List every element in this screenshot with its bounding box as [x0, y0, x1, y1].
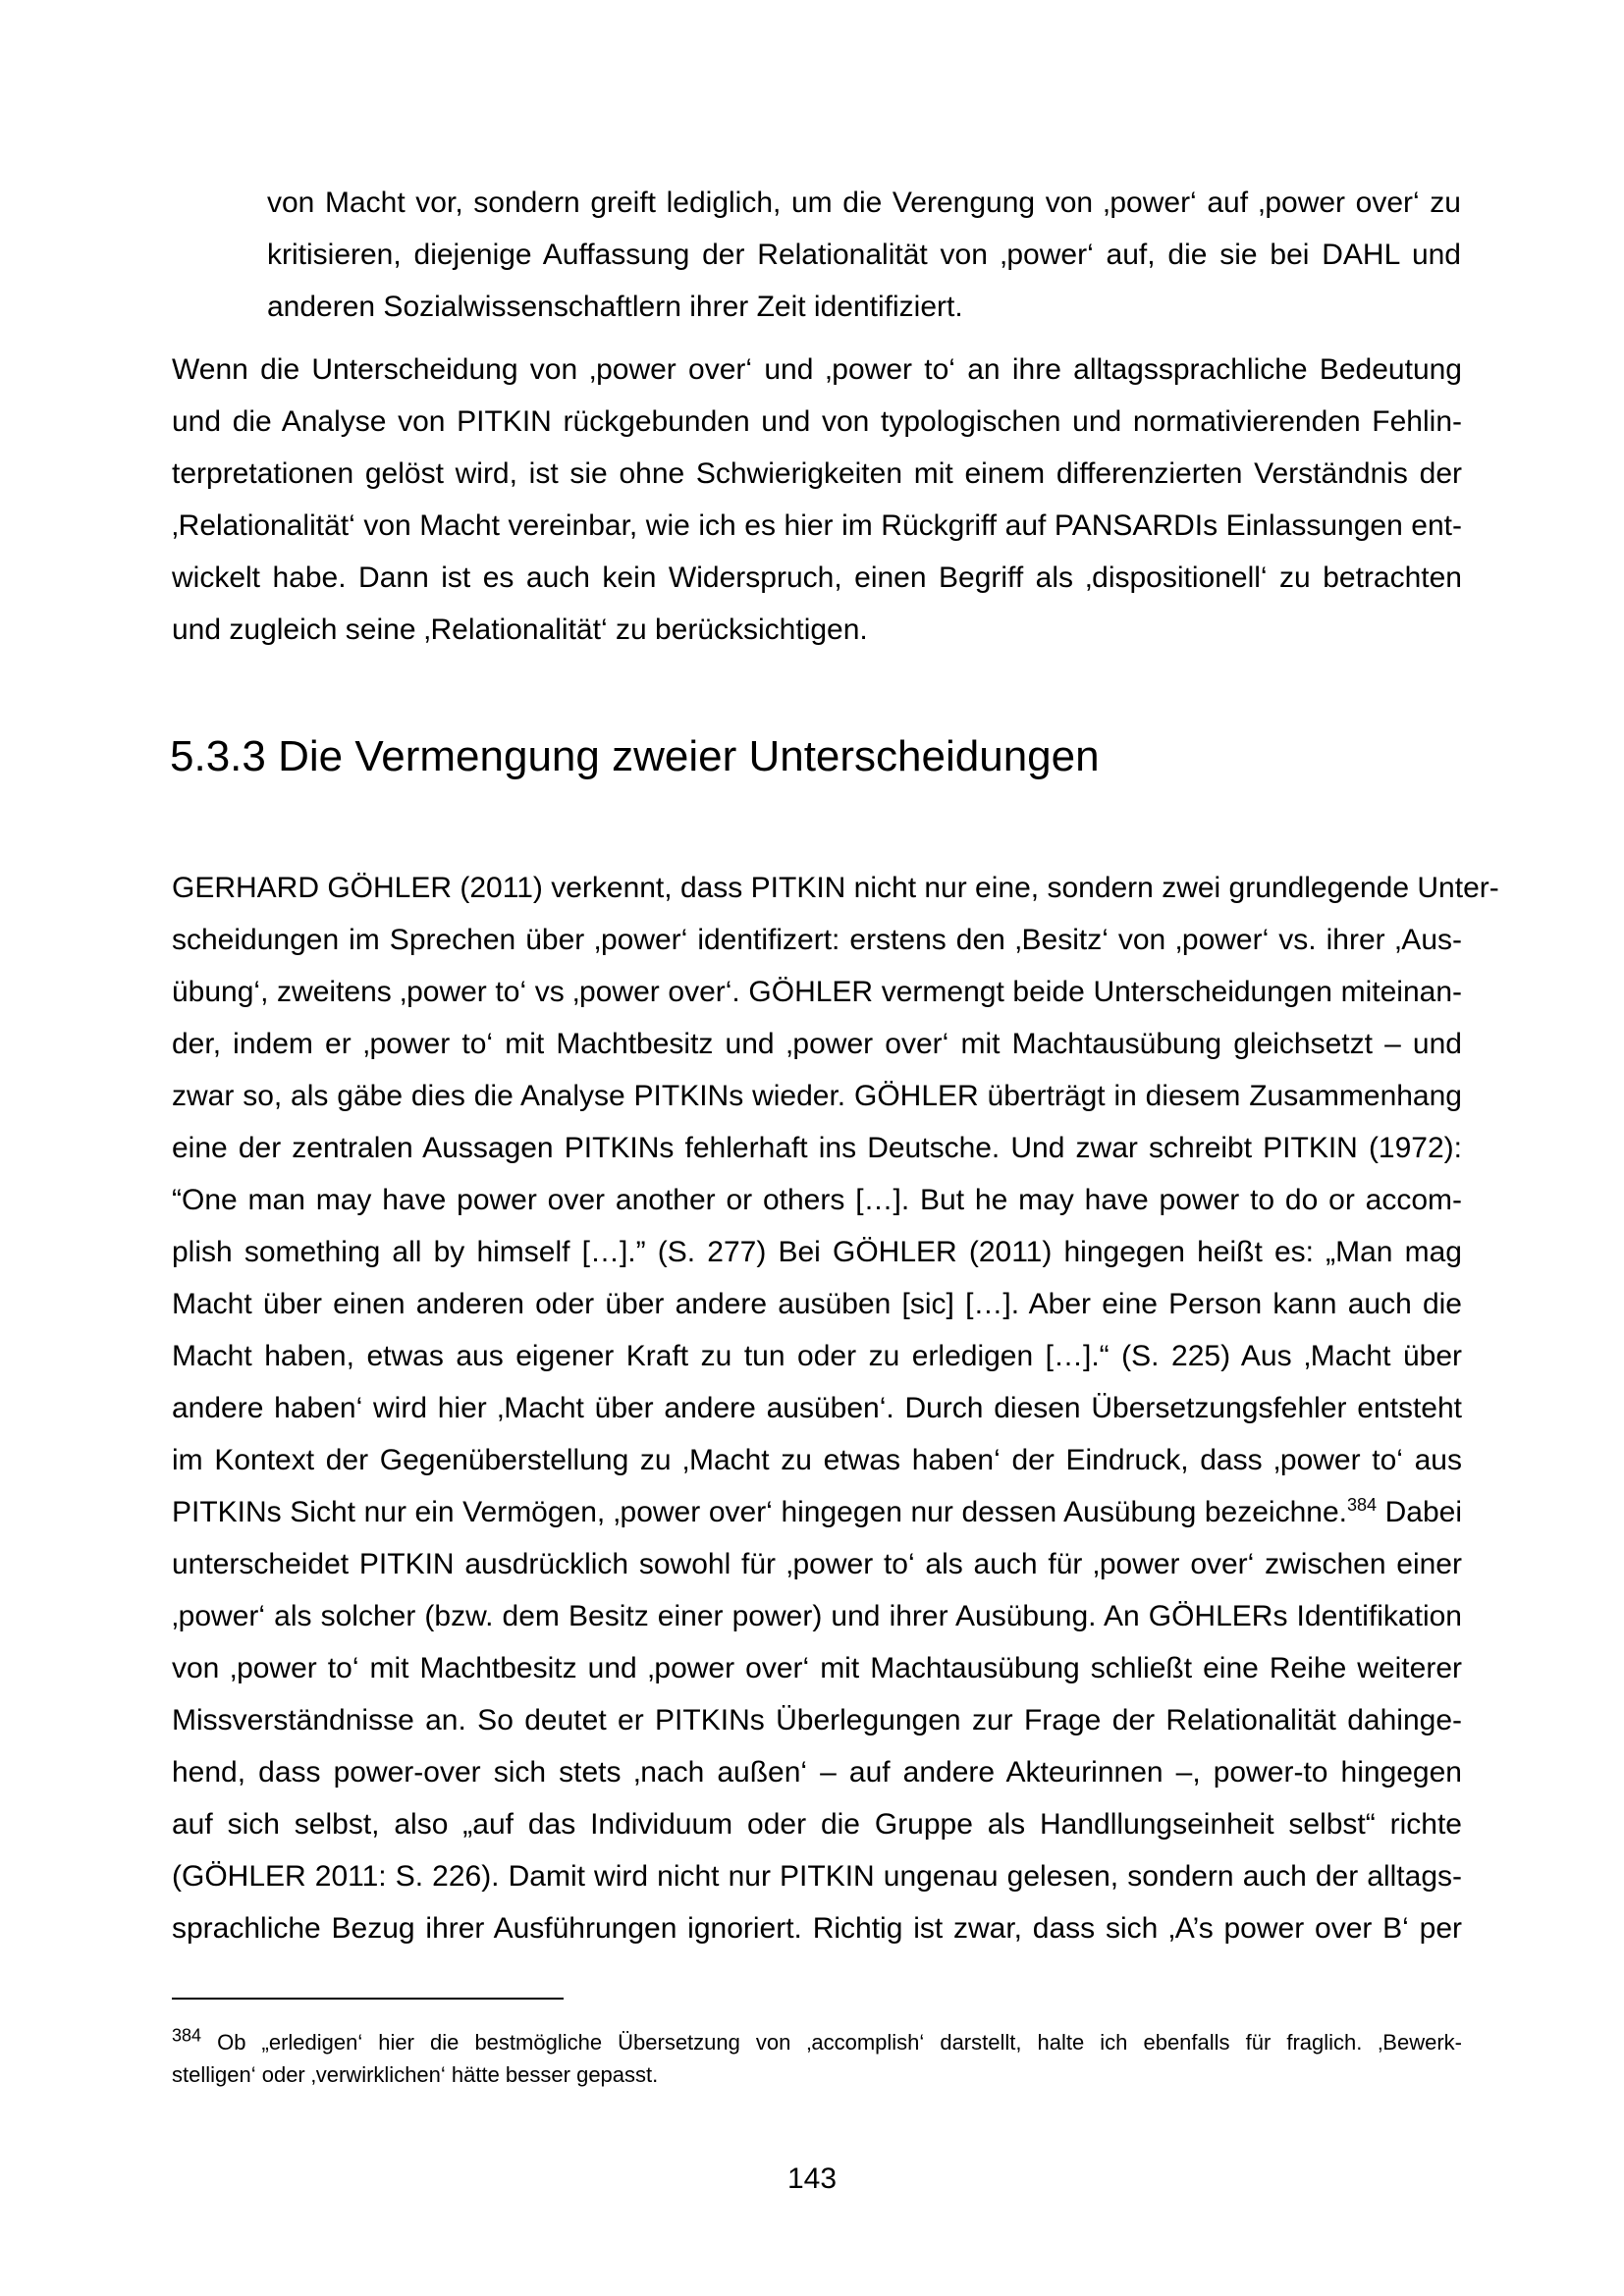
- text-line: eine der zentralen Aussagen PITKINs fehlerhaft ins Deutsche. Und zwar schreibt PITKIN (1972):: [172, 1132, 1462, 1164]
- text-segment: PITKINs Sicht nur ein Vermögen, ‚power over‘ hingegen nur dessen Ausübung bezeichne.: [172, 1496, 1347, 1528]
- text-line: “One man may have power over another or others […]. But he may have power to do or accom-: [172, 1184, 1462, 1216]
- text-line: Macht über einen anderen oder über andere ausüben [sic] […]. Aber eine Person kann auch die: [172, 1288, 1462, 1320]
- text-line: auf sich selbst, also „auf das Individuum oder die Gruppe als Handllungseinheit selbst“ richte: [172, 1808, 1462, 1841]
- paragraph-2: [172, 862, 1499, 1954]
- text-line: unterscheidet PITKIN ausdrücklich sowohl für ‚power to‘ als auch für ‚power over‘ zwischen einer: [172, 1548, 1462, 1580]
- text-line: Wenn die Unterscheidung von ‚power over‘ und ‚power to‘ an ihre alltagssprachliche Bedeutung: [172, 353, 1462, 386]
- text-line: hend, dass power-over sich stets ‚nach außen‘ – auf andere Akteurinnen –, power-to hingegen: [172, 1756, 1462, 1789]
- text-line: und die Analyse von PITKIN rückgebunden und von typologischen und normativierenden Fehlin-: [172, 405, 1462, 438]
- text-line: scheidungen im Sprechen über ‚power‘ identifizert: erstens den ‚Besitz‘ von ‚power‘ vs. ihrer ‚Aus-: [172, 924, 1462, 956]
- text-line: GERHARD GÖHLER (2011) verkennt, dass PITKIN nicht nur eine, sondern zwei grundlegende Unter-: [172, 872, 1499, 904]
- footnote-line: [172, 2026, 1462, 2058]
- footnote-line: stelligen‘ oder ‚verwirklichen‘ hätte besser gepasst.: [172, 2062, 659, 2087]
- text-line: wickelt habe. Dann ist es auch kein Widerspruch, einen Begriff als ‚dispositionell‘ zu betrachten: [172, 561, 1462, 594]
- footnote-separator: [172, 1998, 564, 2000]
- text-line: kritisieren, diejenige Auffassung der Relationalität von ‚power‘ auf, die sie bei DAHL und: [267, 239, 1461, 271]
- block-quote: [267, 177, 1461, 333]
- text-line: terpretationen gelöst wird, ist sie ohne Schwierigkeiten mit einem differenzierten Verständnis der: [172, 457, 1462, 490]
- text-line: anderen Sozialwissenschaftlern ihrer Zeit identifiziert.: [267, 291, 963, 323]
- footnote-text: Ob „erledigen‘ hier die bestmögliche Übersetzung von ‚accomplish‘ darstellt, halte ich ebenfalls für fraglich. ‚Bewerk-: [201, 2030, 1462, 2055]
- text-line: von Macht vor, sondern greift lediglich, um die Verengung von ‚power‘ auf ‚power over‘ zu: [267, 187, 1461, 219]
- section-heading: 5.3.3 Die Vermengung zweier Unterscheidungen: [170, 732, 1100, 780]
- text-segment: Dabei: [1377, 1496, 1462, 1528]
- page-number: 143: [786, 2163, 838, 2195]
- paragraph-1: [172, 344, 1462, 656]
- text-line: ‚power‘ als solcher (bzw. dem Besitz einer power) und ihrer Ausübung. An GÖHLERs Identifikation: [172, 1600, 1462, 1632]
- text-line: übung‘, zweitens ‚power to‘ vs ‚power over‘. GÖHLER vermengt beide Unterscheidungen miteinan-: [172, 976, 1462, 1008]
- text-line: Missverständnisse an. So deutet er PITKINs Überlegungen zur Frage der Relationalität dahinge-: [172, 1704, 1462, 1736]
- text-line: der, indem er ‚power to‘ mit Machtbesitz und ‚power over‘ mit Machtausübung gleichsetzt – und: [172, 1028, 1462, 1060]
- footnote: [172, 2026, 1462, 2091]
- footnote-number: 384: [172, 2025, 202, 2046]
- text-line: Macht haben, etwas aus eigener Kraft zu tun oder zu erledigen […].“ (S. 225) Aus ‚Macht über: [172, 1340, 1462, 1372]
- text-line: und zugleich seine ‚Relationalität‘ zu berücksichtigen.: [172, 614, 868, 646]
- text-line: ‚Relationalität‘ von Macht vereinbar, wie ich es hier im Rückgriff auf PANSARDIs Einlassungen ent-: [172, 509, 1462, 542]
- text-line: zwar so, als gäbe dies die Analyse PITKINs wieder. GÖHLER überträgt in diesem Zusammenhang: [172, 1080, 1462, 1112]
- text-line: im Kontext der Gegenüberstellung zu ‚Macht zu etwas haben‘ der Eindruck, dass ‚power to‘ aus: [172, 1444, 1462, 1476]
- text-line: plish something all by himself […].” (S. 277) Bei GÖHLER (2011) hingegen heißt es: „Man mag: [172, 1236, 1462, 1268]
- text-line-with-footnote: [172, 1486, 1462, 1538]
- footnote-reference[interactable]: 384: [1346, 1495, 1378, 1515]
- text-line: andere haben‘ wird hier ‚Macht über andere ausüben‘. Durch diesen Übersetzungsfehler entsteht: [172, 1392, 1462, 1424]
- text-line: sprachliche Bezug ihrer Ausführungen ignoriert. Richtig ist zwar, dass sich ‚A’s power over B‘ per: [172, 1912, 1462, 1945]
- text-line: (GÖHLER 2011: S. 226). Damit wird nicht nur PITKIN ungenau gelesen, sondern auch der alltags-: [172, 1860, 1462, 1893]
- text-line: von ‚power to‘ mit Machtbesitz und ‚power over‘ mit Machtausübung schließt eine Reihe weiterer: [172, 1652, 1462, 1684]
